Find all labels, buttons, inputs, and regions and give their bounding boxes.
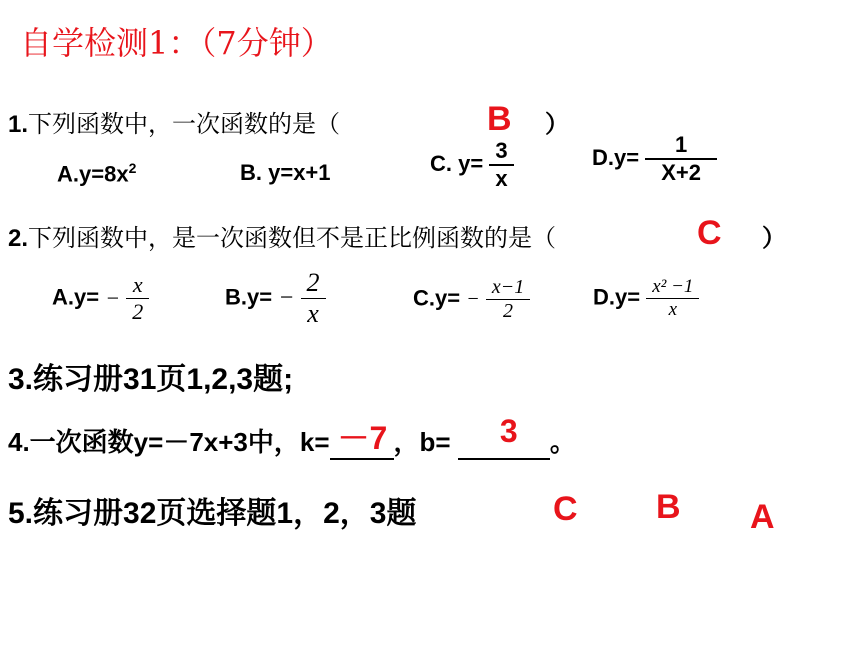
q1-text: 下列函数中，一次函数的是（: [28, 110, 341, 138]
question-4: 4.一次函数y=－7x+3中，k= －7 ，b= 3 。: [8, 422, 576, 460]
q1-option-a: $A.y=8x^2$: [57, 160, 137, 187]
q2-option-a: A.y= − $\frac{x}{2}$: [52, 272, 149, 325]
page-title: 自学检测1：（7分钟）: [20, 24, 333, 62]
q1-option-b: B. y=x+1: [240, 160, 331, 185]
question-1: [8, 104, 340, 139]
question-3: 3.练习册31页1,2,3题;: [8, 363, 294, 396]
q2-option-c: C.y= − $\frac{x-1}{2}$: [413, 276, 530, 323]
q5-answer-2: B: [656, 488, 681, 526]
q2-option-d: D.y= $\frac{\text{x² −1}}{x}$: [593, 276, 699, 321]
q2-answer: C: [697, 214, 722, 252]
q1-option-c-fraction: $\frac{3}{x}$: [489, 138, 513, 192]
q2-option-c-fraction: $\frac{x-1}{2}$: [486, 276, 530, 323]
q2-option-b: B.y= − $\frac{2}{x}$: [225, 268, 326, 329]
b-blank: [458, 413, 550, 460]
question-2: [8, 218, 556, 253]
q1-number: 1.: [8, 111, 29, 138]
q2-number: 2.: [8, 225, 29, 252]
q2-option-a-fraction: $\frac{x}{2}$: [126, 272, 149, 325]
q5-answer-1: C: [553, 490, 578, 528]
q1-answer: B: [487, 100, 512, 138]
q2-option-d-fraction: $\frac{\text{x² −1}}{x}$: [646, 276, 699, 321]
q5-answer-3: A: [750, 498, 775, 536]
q1-close-paren: ）: [545, 111, 569, 138]
q2-text: 下列函数中，是一次函数但不是正比例函数的是（: [28, 224, 557, 252]
q1-option-c: C. y= $\frac{3}{x}$: [430, 138, 514, 192]
q2-close-paren: ）: [762, 225, 786, 252]
q1-option-d-fraction: $\frac{1}{X+2}$: [645, 132, 717, 186]
b-answer: 3: [499, 413, 518, 449]
k-answer: －7: [337, 420, 388, 456]
k-blank: [330, 420, 394, 460]
q2-option-b-fraction: $\frac{2}{x}$: [301, 268, 326, 329]
question-5: 5.练习册32页选择题1，2，3题: [8, 497, 417, 530]
q1-option-d: D.y= $\frac{1}{X+2}$: [592, 132, 717, 186]
